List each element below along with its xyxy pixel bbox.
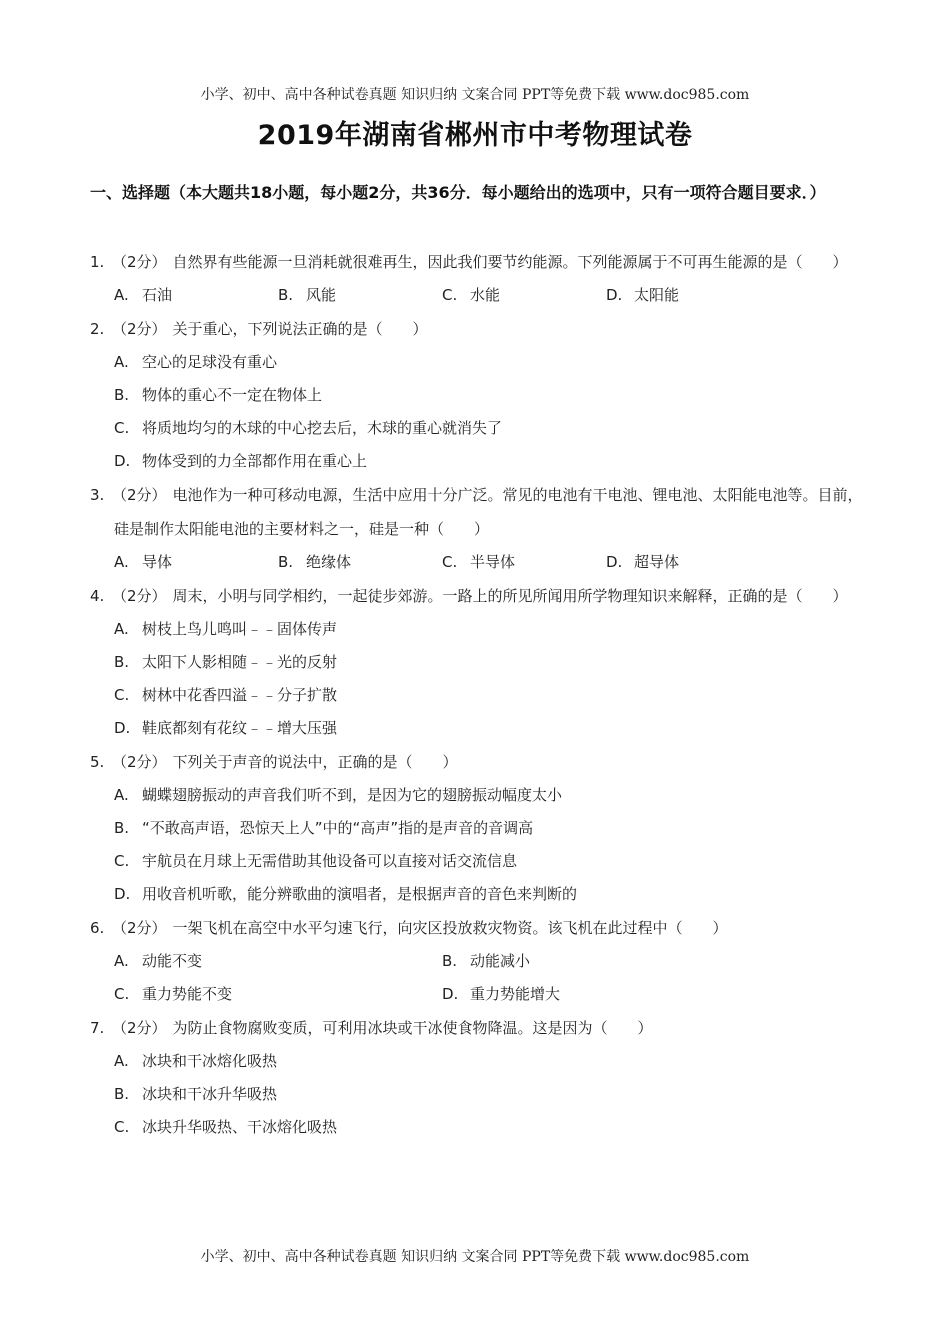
question-4 <box>90 579 870 745</box>
question-stem <box>90 911 870 945</box>
page-title: 2019年湖南省郴州市中考物理试卷 <box>257 120 693 151</box>
option-a <box>114 279 278 312</box>
option-letter: D. <box>114 452 131 470</box>
option-letter: A. <box>114 353 129 371</box>
option-b <box>442 945 770 978</box>
question-score: （2分） <box>112 587 167 605</box>
option-letter: A. <box>114 286 129 304</box>
option-text: 绝缘体 <box>306 553 352 571</box>
question-text: 为防止食物腐败变质，可利用冰块或干冰使食物降温。这是因为（ ） <box>172 1019 653 1037</box>
option-text: 树林中花香四溢﹣﹣分子扩散 <box>142 686 338 704</box>
option-letter: A. <box>114 1052 129 1070</box>
option-letter: D. <box>114 719 131 737</box>
question-number: 4. <box>90 587 105 605</box>
question-number: 2. <box>90 320 105 338</box>
question-score: （2分） <box>112 753 167 771</box>
option-b <box>114 646 870 679</box>
option-a <box>114 1045 870 1078</box>
option-d <box>606 279 770 312</box>
question-number: 3. <box>90 486 105 504</box>
option-letter: B. <box>278 286 294 304</box>
question-text: 周末，小明与同学相约，一起徒步郊游。一路上的所见所闻用所学物理知识来解释，正确的是（ ） <box>172 587 848 605</box>
option-letter: B. <box>114 1085 130 1103</box>
option-text: 太阳能 <box>634 286 680 304</box>
option-text: 蝴蝶翅膀振动的声音我们听不到，是因为它的翅膀振动幅度太小 <box>142 786 563 804</box>
option-letter: B. <box>442 952 458 970</box>
question-text: 电池作为一种可移动电源，生活中应用十分广泛。常见的电池有干电池、锂电池、太阳能电池等。目前，硅是制作太阳能电池的主要材料之一，硅是一种（ ） <box>114 486 863 538</box>
question-6 <box>90 911 870 1011</box>
option-list <box>90 613 870 745</box>
option-text: 将质地均匀的木球的中心挖去后，木球的重心就消失了 <box>142 419 503 437</box>
option-letter: D. <box>442 985 459 1003</box>
option-letter: D. <box>606 553 623 571</box>
option-b <box>278 546 442 579</box>
option-list <box>90 279 870 312</box>
option-list <box>90 779 870 911</box>
question-stem <box>90 245 870 279</box>
option-d <box>114 445 870 478</box>
option-text: 冰块升华吸热、干冰熔化吸热 <box>142 1118 338 1136</box>
option-text: 重力势能增大 <box>470 985 561 1003</box>
question-score: （2分） <box>112 253 167 271</box>
question-stem <box>90 312 870 346</box>
question-list <box>90 245 870 1144</box>
option-letter: C. <box>114 686 130 704</box>
option-letter: C. <box>114 419 130 437</box>
question-score: （2分） <box>112 320 167 338</box>
option-letter: B. <box>114 653 130 671</box>
option-letter: A. <box>114 620 129 638</box>
question-number: 1. <box>90 253 105 271</box>
option-c <box>114 679 870 712</box>
option-letter: B. <box>278 553 294 571</box>
question-number: 7. <box>90 1019 105 1037</box>
question-stem <box>90 745 870 779</box>
option-letter: C. <box>114 852 130 870</box>
option-text: 水能 <box>470 286 501 304</box>
option-text: 空心的足球没有重心 <box>142 353 278 371</box>
option-text: 冰块和干冰熔化吸热 <box>142 1052 278 1070</box>
option-a <box>114 346 870 379</box>
option-letter: D. <box>114 885 131 903</box>
option-c <box>114 1111 870 1144</box>
option-d <box>606 546 770 579</box>
option-list <box>90 346 870 478</box>
option-b <box>114 1078 870 1111</box>
option-letter: B. <box>114 386 130 404</box>
option-text: 半导体 <box>470 553 516 571</box>
option-letter: A. <box>114 553 129 571</box>
option-text: 重力势能不变 <box>142 985 233 1003</box>
question-text: 下列关于声音的说法中，正确的是（ ） <box>172 753 458 771</box>
option-list <box>90 1045 870 1144</box>
question-1 <box>90 245 870 312</box>
option-text: 太阳下人影相随﹣﹣光的反射 <box>142 653 338 671</box>
option-list <box>90 546 870 579</box>
option-text: 石油 <box>142 286 173 304</box>
question-score: （2分） <box>112 919 167 937</box>
option-text: 宇航员在月球上无需借助其他设备可以直接对话交流信息 <box>142 852 518 870</box>
option-a <box>114 779 870 812</box>
option-b <box>114 379 870 412</box>
option-c <box>114 412 870 445</box>
question-2 <box>90 312 870 478</box>
question-7 <box>90 1011 870 1144</box>
question-text: 关于重心，下列说法正确的是（ ） <box>172 320 428 338</box>
option-d <box>114 878 870 911</box>
option-text: 风能 <box>306 286 337 304</box>
option-text: “不敢高声语，恐惊天上人”中的“高声”指的是声音的音调高 <box>142 819 534 837</box>
option-c <box>442 546 606 579</box>
option-text: 树枝上鸟儿鸣叫﹣﹣固体传声 <box>142 620 338 638</box>
option-list <box>90 945 870 1011</box>
question-stem <box>90 579 870 613</box>
question-score: （2分） <box>112 486 167 504</box>
option-text: 鞋底都刻有花纹﹣﹣增大压强 <box>142 719 338 737</box>
option-b <box>114 812 870 845</box>
option-text: 冰块和干冰升华吸热 <box>142 1085 278 1103</box>
option-b <box>278 279 442 312</box>
option-letter: C. <box>442 286 458 304</box>
section-heading: 一、选择题（本大题共18小题，每小题2分，共36分．每小题给出的选项中，只有一项符合题目要求．） <box>90 183 826 202</box>
option-a <box>114 613 870 646</box>
option-letter: C. <box>114 1118 130 1136</box>
question-text: 一架飞机在高空中水平匀速飞行，向灾区投放救灾物资。该飞机在此过程中（ ） <box>172 919 728 937</box>
question-number: 5. <box>90 753 105 771</box>
page-footer: 小学、初中、高中各种试卷真题 知识归纳 文案合同 PPT等免费下载 www.doc985.com <box>200 1249 750 1265</box>
option-c <box>114 978 442 1011</box>
option-letter: A. <box>114 952 129 970</box>
question-stem <box>90 1011 870 1045</box>
option-letter: C. <box>114 985 130 1003</box>
option-letter: A. <box>114 786 129 804</box>
option-text: 超导体 <box>634 553 680 571</box>
question-score: （2分） <box>112 1019 167 1037</box>
option-c <box>114 845 870 878</box>
question-stem <box>90 478 870 546</box>
option-letter: B. <box>114 819 130 837</box>
option-a <box>114 945 442 978</box>
question-number: 6. <box>90 919 105 937</box>
option-text: 物体的重心不一定在物体上 <box>142 386 323 404</box>
option-text: 物体受到的力全部都作用在重心上 <box>142 452 368 470</box>
option-text: 用收音机听歌，能分辨歌曲的演唱者，是根据声音的音色来判断的 <box>142 885 578 903</box>
option-letter: D. <box>606 286 623 304</box>
question-text: 自然界有些能源一旦消耗就很难再生，因此我们要节约能源。下列能源属于不可再生能源的是（ ） <box>172 253 848 271</box>
option-d <box>442 978 770 1011</box>
question-5 <box>90 745 870 911</box>
page-header: 小学、初中、高中各种试卷真题 知识归纳 文案合同 PPT等免费下载 www.doc985.com <box>200 87 750 103</box>
option-text: 动能减小 <box>470 952 531 970</box>
option-a <box>114 546 278 579</box>
question-3 <box>90 478 870 579</box>
option-text: 导体 <box>142 553 173 571</box>
option-c <box>442 279 606 312</box>
option-d <box>114 712 870 745</box>
option-text: 动能不变 <box>142 952 203 970</box>
option-letter: C. <box>442 553 458 571</box>
